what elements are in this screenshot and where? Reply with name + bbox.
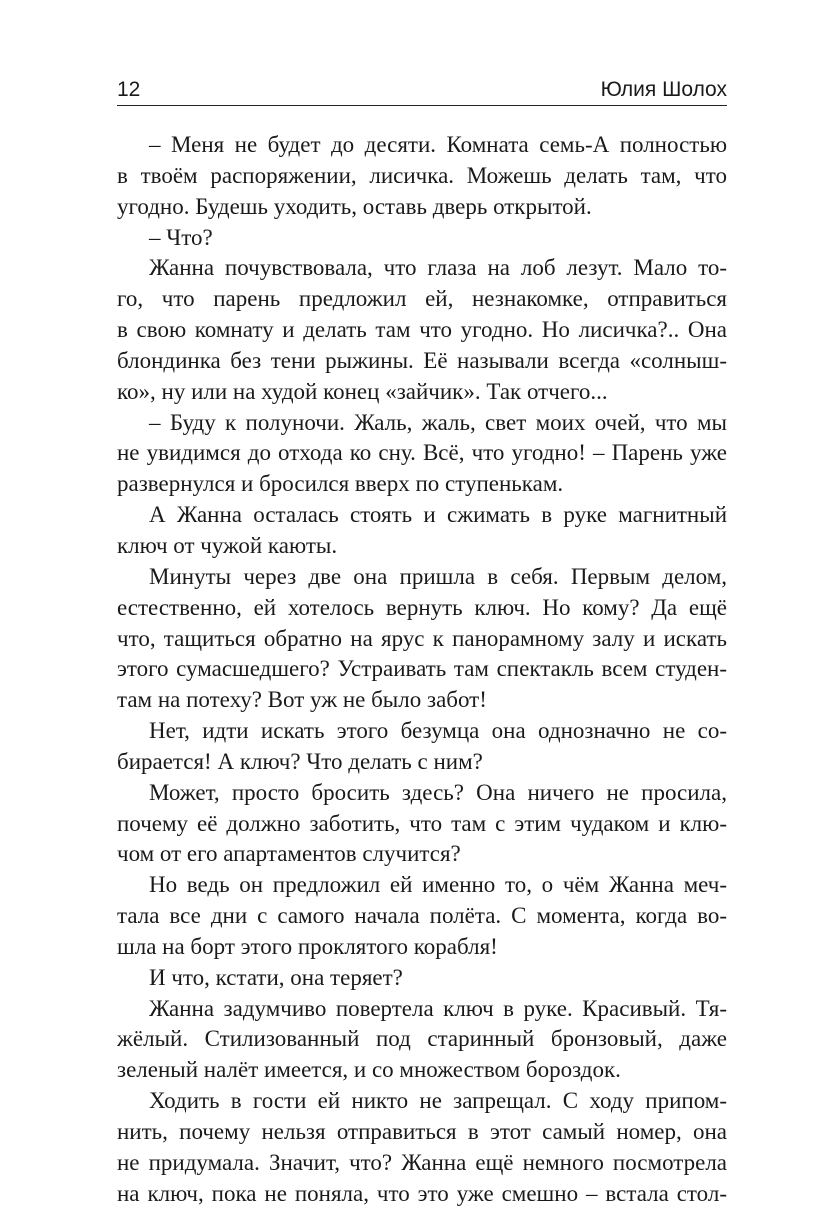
text-line: Жанна почувствовала, что глаза на лоб лезут. Мало то- bbox=[149, 255, 727, 281]
page-header bbox=[117, 74, 727, 106]
text-line: блондинка без тени рыжины. Её называли всегда «солныш- bbox=[117, 347, 727, 373]
text-line: тала все дни с самого начала полёта. С момента, когда во- bbox=[117, 903, 727, 929]
text-line: Ходить в гости ей никто не запрещал. С ходу припом- bbox=[149, 1088, 727, 1114]
text-line: бирается! А ключ? Что делать с ним? bbox=[117, 748, 483, 774]
text-line: не придумала. Значит, что? Жанна ещё немного посмотрела bbox=[117, 1149, 727, 1175]
text-line: Может, просто бросить здесь? Она ничего не просила, bbox=[149, 779, 727, 805]
text-line: – Буду к полуночи. Жаль, жаль, свет моих очей, что мы bbox=[149, 409, 727, 435]
page-number: 12 bbox=[117, 78, 141, 101]
text-line: А Жанна осталась стоять и сжимать в руке магнитный bbox=[149, 502, 727, 528]
text-line: почему её должно заботить, что там с этим чудаком и клю- bbox=[117, 810, 727, 836]
text-line: не увидимся до отхода ко сну. Всё, что угодно! – Парень уже bbox=[117, 440, 727, 466]
header-rule bbox=[117, 105, 727, 106]
text-line: Минуты через две она пришла в себя. Первым делом, bbox=[149, 563, 727, 589]
text-line: естественно, ей хотелось вернуть ключ. Но кому? Да ещё bbox=[117, 594, 727, 620]
text-line: жёлый. Стилизованный под старинный бронзовый, даже bbox=[117, 1026, 727, 1052]
book-body-text bbox=[117, 130, 727, 1210]
text-line: нить, почему нельзя отправиться в этот самый номер, она bbox=[117, 1119, 727, 1144]
text-line: что, тащиться обратно на ярус к панорамному залу и искать bbox=[117, 625, 727, 651]
text-line: Нет, идти искать этого безумца она однозначно не со- bbox=[149, 718, 727, 744]
text-line: шла на борт этого проклятого корабля! bbox=[117, 933, 498, 959]
text-line: Жанна задумчиво повертела ключ в руке. Красивый. Тя- bbox=[149, 995, 727, 1021]
text-line: Но ведь он предложил ей именно то, о чём Жанна меч- bbox=[149, 872, 727, 898]
text-line: И что, кстати, она теряет? bbox=[149, 964, 403, 990]
text-line: в свою комнату и делать там что угодно. Но лисичка?.. Она bbox=[117, 317, 727, 343]
text-line: развернулся и бросился вверх по ступенькам. bbox=[117, 471, 564, 497]
text-line: – Что? bbox=[149, 224, 213, 250]
text-line: угодно. Будешь уходить, оставь дверь открытой. bbox=[117, 193, 592, 219]
text-line: – Меня не будет до десяти. Комната семь-А полностью bbox=[149, 132, 727, 157]
author-running-head: Юлия Шолох bbox=[600, 78, 727, 101]
text-line: там на потеху? Вот уж не было забот! bbox=[117, 687, 487, 713]
text-line: чом от его апартаментов случится? bbox=[117, 841, 461, 867]
text-line: этого сумасшедшего? Устраивать там спектакль всем студен- bbox=[117, 656, 727, 682]
text-line: ко», ну или на худой конец «зайчик». Так отчего... bbox=[117, 378, 608, 404]
text-line: зеленый налёт имеется, и со множеством бороздок. bbox=[117, 1057, 621, 1083]
text-line: го, что парень предложил ей, незнакомке, отправиться bbox=[117, 286, 727, 312]
text-line: ключ от чужой каюты. bbox=[117, 532, 338, 558]
text-line: в твоём распоряжении, лисичка. Можешь делать там, что bbox=[117, 162, 727, 188]
text-line: на ключ, пока не поняла, что это уже смешно – встала стол- bbox=[117, 1180, 727, 1206]
